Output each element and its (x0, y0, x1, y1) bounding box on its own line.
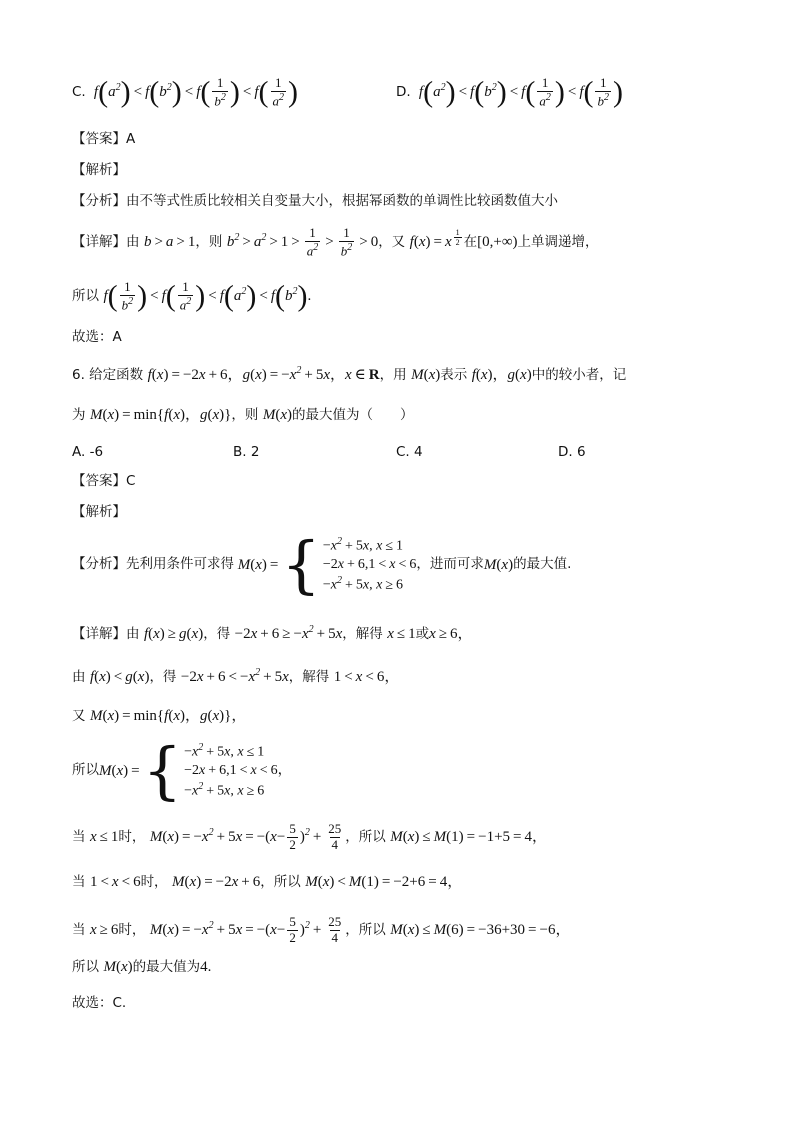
q6-detail-5: 当 x ≤ 1时， $M(x) = -x^2 + 5x = -(x-$ $\frac{5}{2}$ )$^2$ + $\frac{25}{4}$ ，所以 M(x) ≤ M(1) = −1+5 = 4， (72, 821, 548, 852)
q6-choose: 故选：C. (72, 995, 127, 1011)
piecewise-definition: $-x^2 + 5x$, x ≤ 1 −2x + 6,1 < x < 6 $-x^2 + 5x$, x ≥ 6 (322, 536, 417, 593)
formula-option-d: $f(a^2) < f(b^2) < f$( $\frac{1}{a^2}$ ) < f( $\frac{1}{b^2}$ ) (415, 75, 623, 109)
q6-detail-1: 【详解】由 f(x) ≥ g(x)，得 $-2x + 6 \ge -x^2 + 5x$，解得 x ≤ 1或x ≥ 6， (72, 624, 473, 642)
piecewise-definition-2: $-x^2 + 5x$, x ≤ 1 −2x + 6,1 < x < 6， $-x^2 + 5x$, x ≥ 6 (184, 742, 292, 799)
brace-icon: { (142, 734, 183, 807)
q6-stem-line2: 为 M(x) = min{f(x)，g(x)}，则 M(x)的最大值为（ ） (72, 407, 414, 423)
q6-detail-8: 所以 M(x)的最大值为4. (72, 959, 212, 975)
q6-option-a: A. -6 (72, 444, 104, 460)
q5-fenxi: 【分析】由不等式性质比较相关自变量大小，根据幂函数的单调性比较函数值大小 (72, 193, 558, 209)
q6-fenxi: 【分析】先利用条件可求得 M(x) = { $-x^2 + 5x$, x ≤ 1 −2x + 6,1 < x < 6 $-x^2 + 5x$, x ≥ 6 ，进而可求 M(x) 的最大值. (72, 528, 572, 601)
q6-detail-6: 当 1 < x < 6时， M(x) = −2x + 6，所以 M(x) < M(1) = −2+6 = 4， (72, 874, 463, 890)
q6-option-c: C. 4 (396, 444, 423, 460)
q6-detail-3: 又 M(x) = min{f(x)，g(x)}， (72, 708, 247, 724)
q6-analysis-tag: 【解析】 (72, 504, 126, 520)
q6-option-b: B. 2 (233, 444, 260, 460)
q6-detail-4: 所以 M(x) = { $-x^2 + 5x$, x ≤ 1 −2x + 6,1 < x < 6， $-x^2 + 5x$, x ≥ 6 (72, 734, 292, 807)
option-c: C. $f(a^2) < f(b^2) < f$( $\frac{1}{b^2}$ ) < f( $\frac{1}{a^2}$ ) (72, 75, 299, 109)
q5-analysis-tag: 【解析】 (72, 162, 126, 178)
q6-detail-2: 由 f(x) < g(x)，得 $-2x + 6 < -x^2 + 5x$，解得 1 < x < 6， (72, 667, 400, 685)
q6-option-d: D. 6 (558, 444, 586, 460)
q6-stem-line1: 6. 给定函数 f(x) = −2x + 6，$g(x) = -x^2 + 5x$，x ∈ R，用 M(x)表示 f(x)，g(x)中的较小者，记 (72, 365, 627, 383)
q5-conclusion: 所以 f( $\frac{1}{b^2}$ ) < f( $\frac{1}{a^2}$ ) < $f(a^2) < f(b^2)$. (72, 279, 312, 313)
q6-detail-7: 当 x ≥ 6时， $M(x) = -x^2 + 5x = -(x-$ $\frac{5}{2}$ )$^2$ + $\frac{25}{4}$ ，所以 M(x) ≤ M(6) = −36+30 = −6， (72, 914, 571, 945)
q6-answer: 【答案】C (72, 473, 136, 489)
option-d: D. $f(a^2) < f(b^2) < f$( $\frac{1}{a^2}$ ) < f( $\frac{1}{b^2}$ ) (396, 75, 623, 109)
q5-xiangjie: 【详解】由 b > a > 1，则 $b^2 > a^2 > 1$ > $\frac{1}{a^2}$ > $\frac{1}{b^2}$ > 0，又 f(x) = x $^{\frac{1}{2}}$ 在[0,+∞)上单调递增， (72, 225, 599, 259)
formula-option-c: $f(a^2) < f(b^2) < f$( $\frac{1}{b^2}$ ) < f( $\frac{1}{a^2}$ ) (90, 75, 299, 109)
brace-icon: { (281, 528, 321, 601)
q5-choose: 故选：A (72, 329, 122, 345)
q5-answer: 【答案】A (72, 131, 136, 147)
